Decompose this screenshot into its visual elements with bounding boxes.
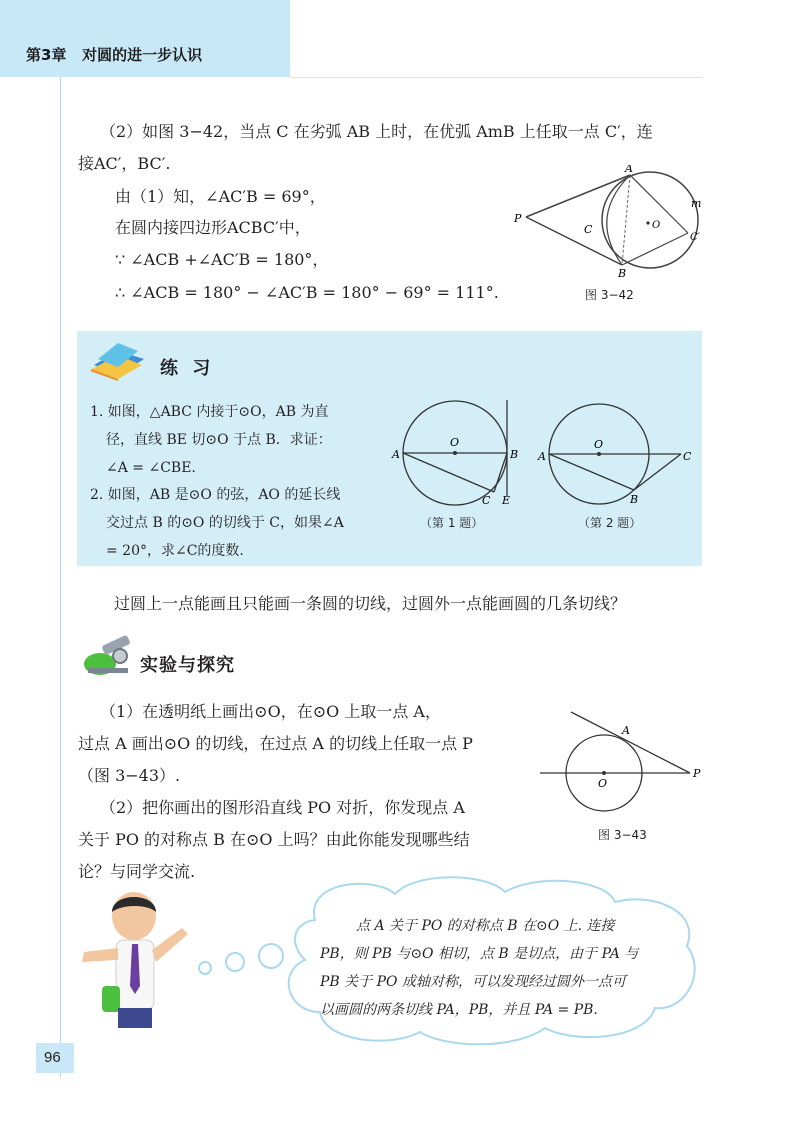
fig342-label-o: O (652, 220, 661, 231)
student-illustration (78, 890, 203, 1030)
pf2-label-c: C (683, 450, 692, 463)
fig343-center (602, 771, 606, 775)
chapter-number: 第3章 (26, 46, 67, 64)
pf1-label-e: E (502, 494, 511, 507)
bubble-line2: PB，则 PB 与⊙O 相切，点 B 是切点，由于 PA 与 (320, 946, 639, 962)
experiment-line4: （2）把你画出的图形沿直线 PO 对折，你发现点 A (100, 798, 465, 817)
pf2-label-b: B (630, 493, 639, 506)
section2-line3: 由（1）知，∠AC′B = 69°， (115, 187, 326, 206)
fig342-caption: 图 3−42 (585, 288, 634, 302)
section2-line5: ∵ ∠ACB +∠AC′B = 180°， (115, 250, 329, 269)
practice-fig1-caption: （第 1 题） (420, 516, 484, 530)
tangent-question: 过圆上一点能画且只能画一条圆的切线，过圆外一点能画圆的几条切线？ (114, 594, 627, 613)
pf1-center (453, 451, 457, 455)
experiment-line6: 论？与同学交流. (78, 862, 196, 881)
pf1-label-o: O (450, 436, 460, 449)
fig342-label-c: C (584, 223, 593, 236)
pf2-tangent-bc (634, 454, 681, 490)
practice-figure-2 (536, 400, 696, 510)
bubble-line4: 以画圆的两条切线 PA，PB，并且 PA = PB. (320, 1002, 598, 1018)
fig342-center (646, 221, 649, 224)
experiment-line3: （图 3−43）. (78, 766, 181, 785)
practice-q2-line3: = 20°，求∠C的度数. (106, 543, 244, 559)
fig343-caption: 图 3−43 (598, 828, 647, 842)
section2-line1: （2）如图 3−42，当点 C 在劣弧 AB 上时，在优弧 AmB 上任取一点 C′，连 (100, 122, 653, 141)
practice-book-icon (88, 337, 148, 382)
pf2-label-a: A (538, 450, 546, 463)
pf2-chord-ab (549, 454, 634, 490)
header-rule (290, 77, 702, 78)
pf1-label-c: C (482, 494, 491, 507)
pf1-label-b: B (510, 448, 519, 461)
practice-q1-line3: ∠A = ∠CBE. (106, 460, 196, 476)
figure-3-42 (510, 165, 710, 280)
bubble-line3: PB 关于 PO 成轴对称，可以发现经过圆外一点可 (320, 974, 626, 990)
section2-line6: ∴ ∠ACB = 180° − ∠AC′B = 180° − 69° = 111°. (115, 283, 499, 302)
experiment-icon (80, 630, 136, 680)
fig342-arc-ab (607, 175, 630, 265)
practice-title: 练 习 (160, 358, 215, 379)
practice-figure-1 (390, 398, 530, 510)
experiment-line1: （1）在透明纸上画出⊙O，在⊙O 上取一点 A， (100, 702, 441, 721)
fig342-label-c-prime: C′ (690, 232, 700, 243)
fig343-tangent-pa (571, 712, 690, 773)
practice-q1-line2: 径，直线 BE 切⊙O 于点 B．求证： (106, 432, 332, 448)
practice-q2-line2: 交过点 B 的⊙O 的切线于 C，如果∠A (106, 515, 344, 531)
practice-fig2-caption: （第 2 题） (578, 516, 642, 530)
fig343-label-a: A (622, 724, 630, 737)
pf1-bc (494, 453, 507, 492)
fig342-bc2 (622, 233, 688, 265)
bubble-dot-2 (226, 953, 244, 971)
experiment-line5: 关于 PO 的对称点 B 在⊙O 上吗？由此你能发现哪些结 (78, 830, 470, 849)
fig343-label-o: O (598, 777, 608, 790)
chapter-title: 对圆的进一步认识 (82, 46, 203, 64)
fig343-label-p: P (693, 767, 701, 780)
fig342-circle (602, 172, 698, 268)
practice-q2-line1: 2. 如图，AB 是⊙O 的弦，AO 的延长线 (90, 487, 341, 503)
experiment-title: 实验与探究 (140, 655, 235, 676)
pf2-center (597, 452, 601, 456)
chapter-header-band (0, 0, 290, 77)
chapter-header (26, 44, 202, 65)
fig342-label-p: P (514, 212, 522, 225)
pf1-label-a: A (392, 448, 400, 461)
bubble-dot-3 (259, 944, 283, 968)
fig342-label-b: B (618, 267, 627, 280)
bubble-line1: 点 A 关于 PO 的对称点 B 在⊙O 上. 连接 (356, 918, 615, 934)
section2-line2: 接AC′，BC′. (78, 154, 171, 173)
figure-3-43 (538, 706, 708, 816)
section2-line4: 在圆内接四边形ACBC′中， (115, 218, 311, 237)
pf2-label-o: O (594, 438, 604, 451)
page-number: 96 (44, 1049, 61, 1066)
practice-q1-line1: 1. 如图，△ABC 内接于⊙O，AB 为直 (90, 404, 329, 420)
fig342-label-a: A (625, 165, 633, 175)
margin-rule (60, 77, 61, 1077)
fig342-chord-ab (622, 175, 630, 265)
experiment-line2: 过点 A 画出⊙O 的切线，在过点 A 的切线上任取一点 P (78, 734, 473, 753)
pf1-ac (403, 453, 494, 492)
fig342-label-m: m (691, 197, 702, 210)
